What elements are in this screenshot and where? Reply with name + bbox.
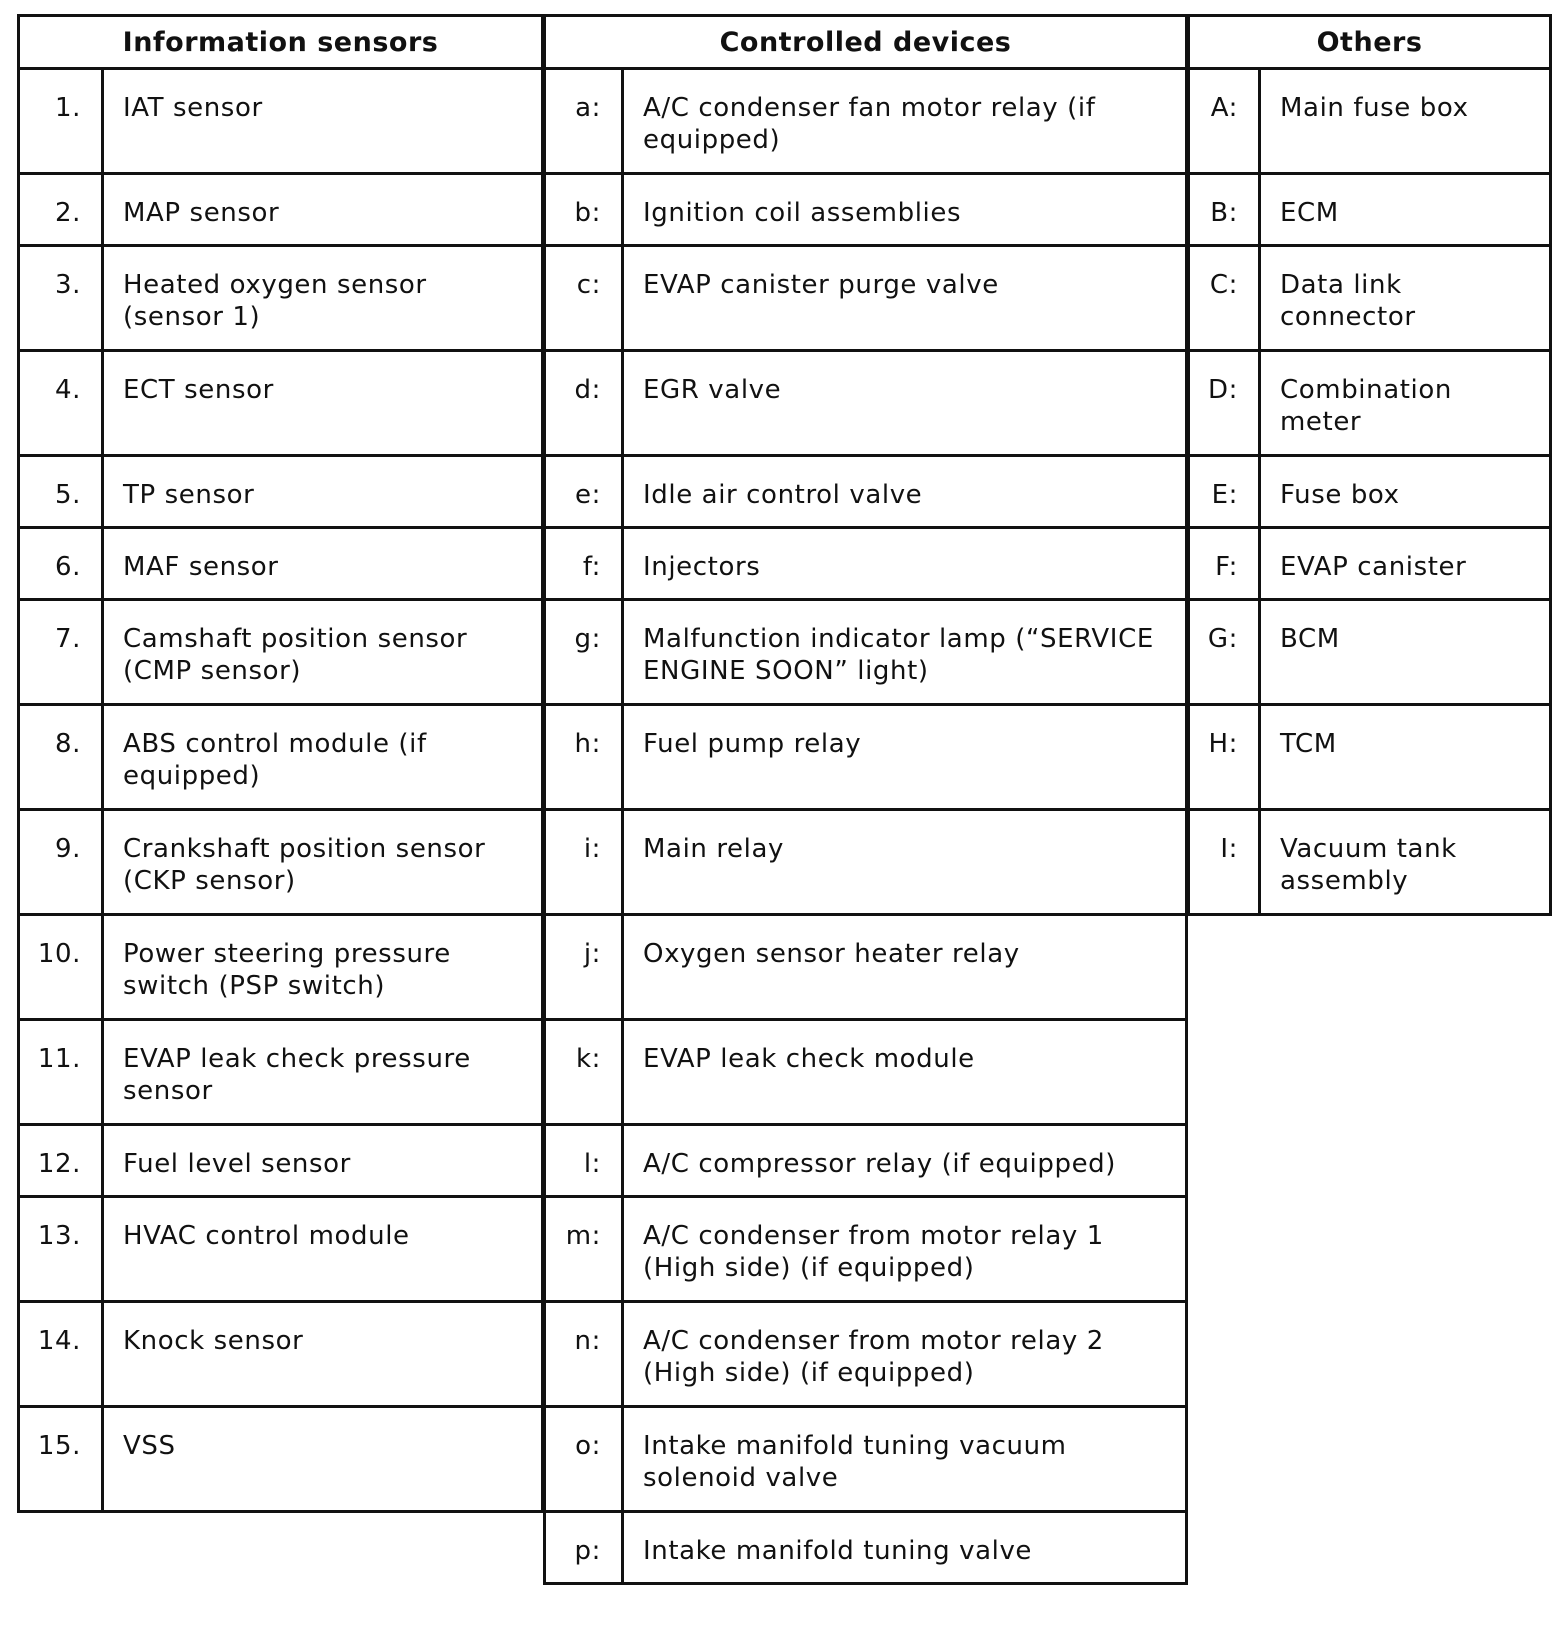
row-label: Intake manifold tuning valve [623, 1512, 1187, 1584]
table-row [545, 528, 1187, 600]
table-row [19, 528, 543, 600]
row-label: MAF sensor [103, 528, 543, 600]
row-key: C: [1189, 246, 1260, 351]
table-row [1189, 174, 1551, 246]
row-label: TCM [1260, 705, 1551, 810]
table-row [545, 351, 1187, 456]
table-row [1189, 456, 1551, 528]
row-label: Main fuse box [1260, 69, 1551, 174]
row-label: BCM [1260, 600, 1551, 705]
row-label: Oxygen sensor heater relay [623, 915, 1187, 1020]
row-key: B: [1189, 174, 1260, 246]
row-key: 10. [19, 915, 103, 1020]
table-row [19, 1020, 543, 1125]
row-label: EVAP leak check pressure sensor [103, 1020, 543, 1125]
row-label: Vacuum tank assembly [1260, 810, 1551, 915]
table-header-row [19, 16, 543, 69]
row-key: p: [545, 1512, 623, 1584]
row-key: g: [545, 600, 623, 705]
row-label: IAT sensor [103, 69, 543, 174]
row-key: 2. [19, 174, 103, 246]
row-key: 9. [19, 810, 103, 915]
table-row [19, 1125, 543, 1197]
table-row [19, 1197, 543, 1302]
table-row [1189, 810, 1551, 915]
row-label: Injectors [623, 528, 1187, 600]
row-key: 1. [19, 69, 103, 174]
controlled-devices-heading: Controlled devices [545, 16, 1187, 69]
row-label: A/C compressor relay (if equipped) [623, 1125, 1187, 1197]
row-key: c: [545, 246, 623, 351]
row-key: k: [545, 1020, 623, 1125]
row-label: Main relay [623, 810, 1187, 915]
table-row [545, 705, 1187, 810]
information-sensors-table [17, 14, 544, 1513]
table-row [545, 1512, 1187, 1584]
table-row [1189, 351, 1551, 456]
row-key: m: [545, 1197, 623, 1302]
row-key: a: [545, 69, 623, 174]
row-key: 5. [19, 456, 103, 528]
row-key: E: [1189, 456, 1260, 528]
row-label: A/C condenser from motor relay 2 (High side) (if equipped) [623, 1302, 1187, 1407]
row-label: Idle air control valve [623, 456, 1187, 528]
row-key: 4. [19, 351, 103, 456]
row-label: Intake manifold tuning vacuum solenoid valve [623, 1407, 1187, 1512]
table-row [19, 174, 543, 246]
row-label: EVAP canister purge valve [623, 246, 1187, 351]
row-key: 8. [19, 705, 103, 810]
row-label: EVAP canister [1260, 528, 1551, 600]
table-row [19, 915, 543, 1020]
table-row [19, 705, 543, 810]
table-row [1189, 246, 1551, 351]
row-key: 12. [19, 1125, 103, 1197]
row-label: A/C condenser from motor relay 1 (High side) (if equipped) [623, 1197, 1187, 1302]
others-heading: Others [1189, 16, 1551, 69]
table-header-row [545, 16, 1187, 69]
table-row [545, 810, 1187, 915]
row-label: ABS control module (if equipped) [103, 705, 543, 810]
row-key: F: [1189, 528, 1260, 600]
table-row [19, 1302, 543, 1407]
row-key: 3. [19, 246, 103, 351]
row-key: A: [1189, 69, 1260, 174]
row-key: 6. [19, 528, 103, 600]
row-label: EGR valve [623, 351, 1187, 456]
row-key: b: [545, 174, 623, 246]
table-row [1189, 528, 1551, 600]
table-row [545, 69, 1187, 174]
row-key: e: [545, 456, 623, 528]
table-row [545, 456, 1187, 528]
table-row [545, 174, 1187, 246]
table-row [19, 810, 543, 915]
table-row [545, 915, 1187, 1020]
row-label: Knock sensor [103, 1302, 543, 1407]
row-label: Power steering pressure switch (PSP switch) [103, 915, 543, 1020]
row-label: ECT sensor [103, 351, 543, 456]
row-key: i: [545, 810, 623, 915]
table-row [19, 246, 543, 351]
table-row [19, 456, 543, 528]
row-key: j: [545, 915, 623, 1020]
row-label: Malfunction indicator lamp (“SERVICE ENGINE SOON” light) [623, 600, 1187, 705]
table-row [19, 351, 543, 456]
row-label: HVAC control module [103, 1197, 543, 1302]
row-key: D: [1189, 351, 1260, 456]
row-key: 14. [19, 1302, 103, 1407]
row-key: f: [545, 528, 623, 600]
row-key: o: [545, 1407, 623, 1512]
table-row [19, 600, 543, 705]
row-label: Crankshaft position sensor (CKP sensor) [103, 810, 543, 915]
row-label: Fuse box [1260, 456, 1551, 528]
row-label: Camshaft position sensor (CMP sensor) [103, 600, 543, 705]
table-header-row [1189, 16, 1551, 69]
row-label: Heated oxygen sensor (sensor 1) [103, 246, 543, 351]
row-label: Ignition coil assemblies [623, 174, 1187, 246]
controlled-devices-table [543, 14, 1188, 1585]
row-label: A/C condenser fan motor relay (if equipped) [623, 69, 1187, 174]
others-table [1187, 14, 1552, 916]
row-key: 11. [19, 1020, 103, 1125]
table-row [545, 600, 1187, 705]
row-label: Data link connector [1260, 246, 1551, 351]
row-key: d: [545, 351, 623, 456]
row-key: 15. [19, 1407, 103, 1512]
information-sensors-heading: Information sensors [19, 16, 543, 69]
row-label: TP sensor [103, 456, 543, 528]
table-row [545, 1407, 1187, 1512]
table-row [19, 1407, 543, 1512]
table-row [545, 1020, 1187, 1125]
row-label: VSS [103, 1407, 543, 1512]
row-key: n: [545, 1302, 623, 1407]
row-label: Combination meter [1260, 351, 1551, 456]
row-label: EVAP leak check module [623, 1020, 1187, 1125]
row-key: H: [1189, 705, 1260, 810]
row-label: Fuel level sensor [103, 1125, 543, 1197]
table-row [545, 1197, 1187, 1302]
row-label: Fuel pump relay [623, 705, 1187, 810]
row-key: l: [545, 1125, 623, 1197]
table-row [545, 246, 1187, 351]
row-key: I: [1189, 810, 1260, 915]
table-row [1189, 69, 1551, 174]
table-row [545, 1125, 1187, 1197]
table-row [545, 1302, 1187, 1407]
row-key: 13. [19, 1197, 103, 1302]
row-label: ECM [1260, 174, 1551, 246]
table-row [1189, 600, 1551, 705]
row-label: MAP sensor [103, 174, 543, 246]
row-key: G: [1189, 600, 1260, 705]
table-row [19, 69, 543, 174]
row-key: 7. [19, 600, 103, 705]
row-key: h: [545, 705, 623, 810]
table-row [1189, 705, 1551, 810]
